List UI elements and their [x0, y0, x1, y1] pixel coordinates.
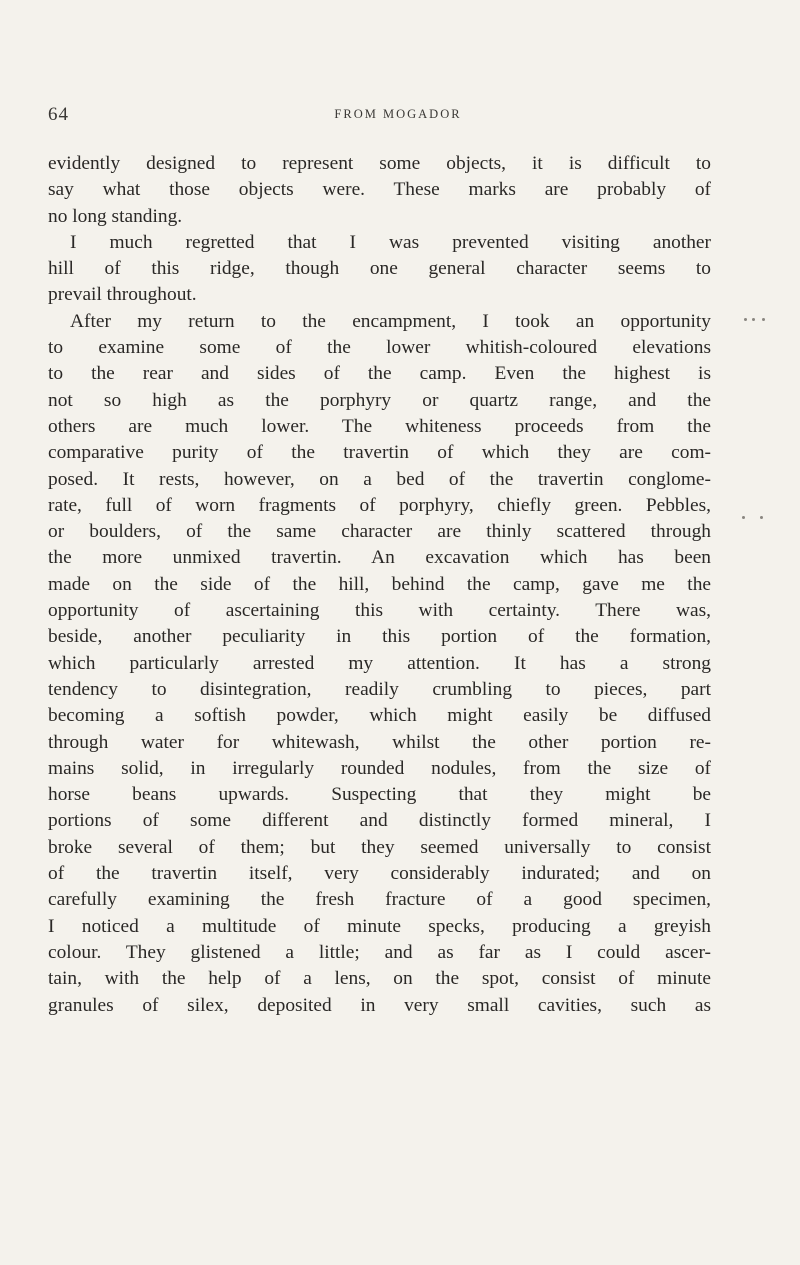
- text-line: evidently designed to represent some objects, it is difficult to: [48, 153, 711, 174]
- text-line: I noticed a multitude of minute specks, producing a greyish: [48, 915, 711, 937]
- text-line: not so high as the porphyry or quartz range, and the: [48, 389, 711, 411]
- text-line: the more unmixed travertin. An excavation which has been: [48, 547, 711, 569]
- text-line: to examine some of the lower whitish-coloured elevations: [48, 337, 711, 359]
- text-line: broke several of them; but they seemed universally to consist: [48, 836, 711, 858]
- text-line: which particularly arrested my attention. It has a strong: [48, 652, 711, 674]
- text-line: or boulders, of the same character are thinly scattered through: [48, 521, 711, 543]
- text-line: tendency to disintegration, readily crumbling to pieces, part: [48, 678, 711, 700]
- text-line: becoming a softish powder, which might easily be diffused: [48, 705, 711, 727]
- text-line: of the travertin itself, very considerably indurated; and on: [48, 863, 711, 885]
- body-text: [48, 151, 711, 1019]
- running-head: [48, 104, 748, 128]
- text-line: no long standing.: [48, 205, 183, 227]
- text-line: opportunity of ascertaining this with certainty. There was,: [48, 600, 711, 622]
- text-line: I much regretted that I was prevented visiting another: [70, 231, 711, 253]
- margin-speck-lower: [738, 516, 768, 522]
- text-line: prevail throughout.: [48, 284, 197, 306]
- text-line: posed. It rests, however, on a bed of the travertin conglome-: [48, 468, 711, 490]
- text-line: carefully examining the fresh fracture of a good specimen,: [48, 889, 711, 911]
- text-line: mains solid, in irregularly rounded nodules, from the size of: [48, 757, 711, 779]
- text-line: rate, full of worn fragments of porphyry, chiefly green. Pebbles,: [48, 494, 711, 516]
- text-line: through water for whitewash, whilst the other portion re-: [48, 731, 711, 753]
- text-line: say what those objects were. These marks are probably of: [48, 179, 711, 201]
- text-line: comparative purity of the travertin of which they are com-: [48, 442, 711, 464]
- text-line: beside, another peculiarity in this portion of the formation,: [48, 626, 711, 648]
- running-title: FROM MOGADOR: [334, 107, 462, 121]
- text-line: to the rear and sides of the camp. Even the highest is: [48, 363, 711, 385]
- page-number: 64: [48, 104, 69, 125]
- text-line: After my return to the encampment, I took an opportunity: [70, 310, 711, 332]
- text-line: tain, with the help of a lens, on the spot, consist of minute: [48, 968, 711, 990]
- text-line: others are much lower. The whiteness proceeds from the: [48, 415, 711, 437]
- text-line: portions of some different and distinctly formed mineral, I: [48, 810, 711, 832]
- text-line: made on the side of the hill, behind the camp, gave me the: [48, 573, 711, 595]
- margin-speck-upper: [738, 318, 768, 324]
- text-line: colour. They glistened a little; and as far as I could ascer-: [48, 941, 711, 963]
- text-line: hill of this ridge, though one general character seems to: [48, 258, 711, 280]
- text-line: horse beans upwards. Suspecting that they might be: [48, 784, 711, 806]
- text-line: granules of silex, deposited in very small cavities, such as: [48, 994, 711, 1016]
